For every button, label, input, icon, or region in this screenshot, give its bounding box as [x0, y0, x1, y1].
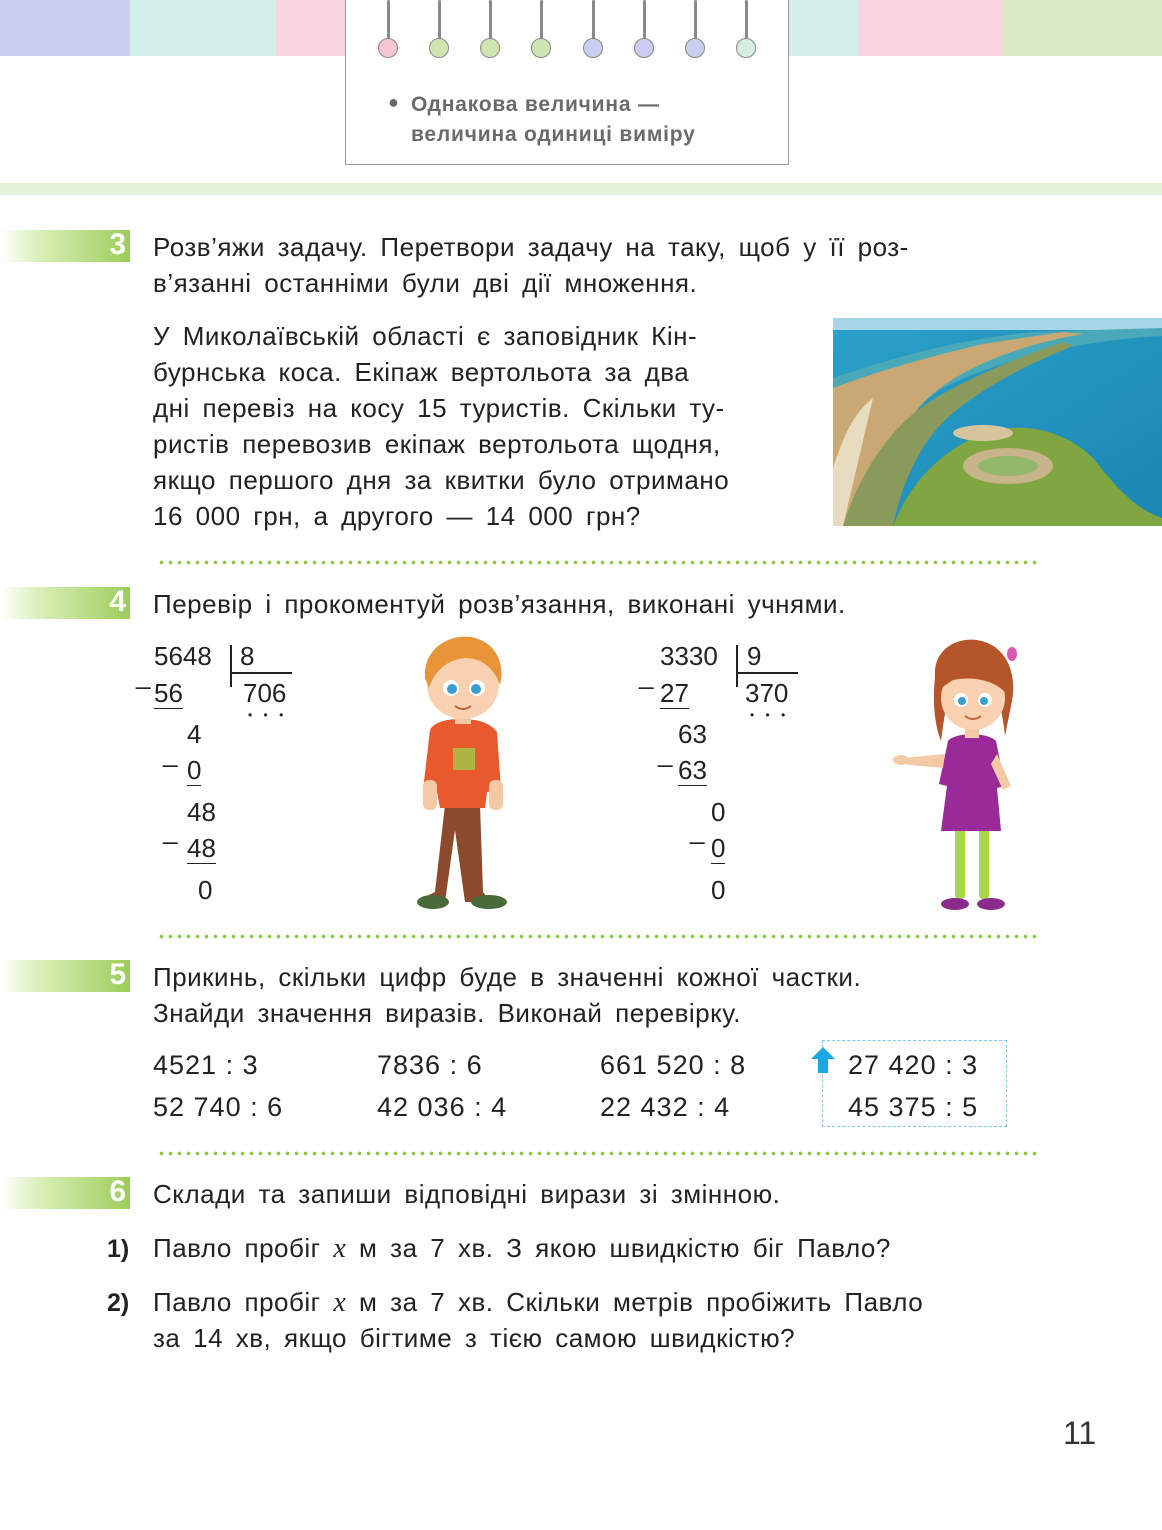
expression: 52 740 : 6 — [153, 1092, 284, 1122]
color-band-2 — [130, 0, 276, 56]
task3-instruction-line-1: Розв’яжи задачу. Перетвори задачу на таку, щоб у її роз- — [153, 232, 909, 262]
task6-item-1-line: Павло пробіг x м за 7 хв. З якою швидкістю біг Павло? — [153, 1233, 891, 1264]
minus-sign: _ — [136, 660, 151, 690]
expression: 4521 : 3 — [153, 1050, 259, 1080]
subtrahend: 0 — [187, 755, 202, 785]
task6-instruction: Склади та запиши відповідні вирази зі змінною. — [153, 1179, 781, 1209]
quotient-dots: • • • — [248, 708, 288, 722]
subtrahend: 0 — [711, 833, 726, 863]
expression: 22 432 : 4 — [600, 1092, 731, 1122]
task5-instruction-line-2: Знайди значення виразів. Виконай перевірку. — [153, 998, 741, 1028]
partial-remainder: 4 — [187, 719, 202, 749]
task-number: 6 — [109, 1175, 126, 1208]
task3-problem-line: 16 000 грн, а другого — 14 000 грн? — [153, 501, 641, 531]
remainder: 0 — [198, 875, 213, 905]
minus-sign: _ — [163, 815, 178, 845]
task-marker-3 — [0, 230, 130, 262]
task3-problem-line: ристів перевозив екіпаж вертольота щодня, — [153, 429, 721, 459]
spiral-ring — [429, 0, 449, 56]
remainder: 0 — [711, 875, 726, 905]
header-divider — [0, 183, 1162, 195]
spiral-ring — [634, 0, 654, 56]
partial-remainder: 63 — [678, 719, 707, 749]
boy-illustration — [405, 630, 520, 915]
item-label: 2) — [107, 1289, 130, 1317]
spiral-ring — [583, 0, 603, 56]
arrow-up-icon — [810, 1046, 836, 1074]
spiral-ring — [480, 0, 500, 56]
minus-sign: _ — [690, 815, 705, 845]
girl-illustration — [893, 636, 1043, 914]
minus-sign: _ — [658, 738, 673, 768]
task3-problem-line: У Миколаївській області є заповідник Кін- — [153, 321, 698, 351]
kinburn-spit-photo — [833, 318, 1162, 526]
task4-instruction: Перевір і прокоментуй розв’язання, виконані учнями. — [153, 589, 846, 619]
partial-remainder: 48 — [187, 797, 216, 827]
dividend: 3330 — [660, 641, 718, 671]
task-marker-6 — [0, 1177, 130, 1209]
division-bar — [736, 645, 738, 687]
color-band-3 — [276, 0, 346, 56]
quotient-dots: • • • — [750, 708, 790, 722]
subtrahend: 48 — [187, 833, 216, 863]
subtrahend: 56 — [154, 678, 183, 708]
task-number: 3 — [109, 228, 126, 261]
expression: 7836 : 6 — [377, 1050, 483, 1080]
minus-sign: _ — [639, 660, 654, 690]
expression: 661 520 : 8 — [600, 1050, 747, 1080]
page-number: 11 — [1063, 1415, 1097, 1451]
task6-item-2-line: Павло пробіг x м за 7 хв. Скільки метрів пробіжить Павло — [153, 1287, 924, 1318]
spiral-ring — [685, 0, 705, 56]
task5-instruction-line-1: Прикинь, скільки цифр буде в значенні кожної частки. — [153, 962, 862, 992]
quotient-bar — [230, 672, 292, 674]
task-marker-4 — [0, 587, 130, 619]
quotient: 370 — [745, 678, 789, 708]
spiral-ring — [736, 0, 756, 56]
expression: 45 375 : 5 — [848, 1092, 979, 1122]
divisor: 9 — [747, 641, 762, 671]
task3-problem-line: дні перевіз на косу 15 туристів. Скільки ту- — [153, 393, 725, 423]
color-band-6 — [1003, 0, 1162, 56]
quotient-bar — [736, 672, 798, 674]
quotient: 706 — [243, 678, 287, 708]
subtrahend: 63 — [678, 755, 707, 785]
note-text — [411, 90, 696, 150]
color-band-1 — [0, 0, 130, 56]
note-line-1: Однакова величина — — [411, 93, 660, 116]
dividend: 5648 — [154, 641, 212, 671]
color-band-5 — [858, 0, 1003, 56]
partial-remainder: 0 — [711, 797, 726, 827]
task3-problem-line: якщо першого дня за квитки було отримано — [153, 465, 730, 495]
color-band-4 — [787, 0, 858, 56]
divisor: 8 — [240, 641, 255, 671]
subtrahend: 27 — [660, 678, 689, 708]
expression: 27 420 : 3 — [848, 1050, 979, 1080]
division-bar — [230, 645, 232, 687]
bullet-icon: ● — [388, 92, 399, 112]
expression: 42 036 : 4 — [377, 1092, 508, 1122]
task-marker-5 — [0, 960, 130, 992]
task3-instruction-line-2: в’язанні останніми були дві дії множення. — [153, 268, 698, 298]
task-number: 4 — [109, 585, 126, 618]
spiral-ring — [378, 0, 398, 56]
task6-item-2-line: за 14 хв, якщо бігтиме з тією самою швидкістю? — [153, 1323, 796, 1353]
section-divider — [157, 1151, 1039, 1156]
task-number: 5 — [109, 958, 126, 991]
task3-problem-line: бурнська коса. Екіпаж вертольота за два — [153, 357, 690, 387]
section-divider — [157, 560, 1039, 565]
spiral-ring — [531, 0, 551, 56]
note-line-2: величина одиниці виміру — [411, 123, 696, 146]
minus-sign: _ — [163, 738, 178, 768]
item-label: 1) — [107, 1235, 130, 1263]
section-divider — [157, 934, 1039, 939]
notepad-card — [345, 0, 789, 165]
